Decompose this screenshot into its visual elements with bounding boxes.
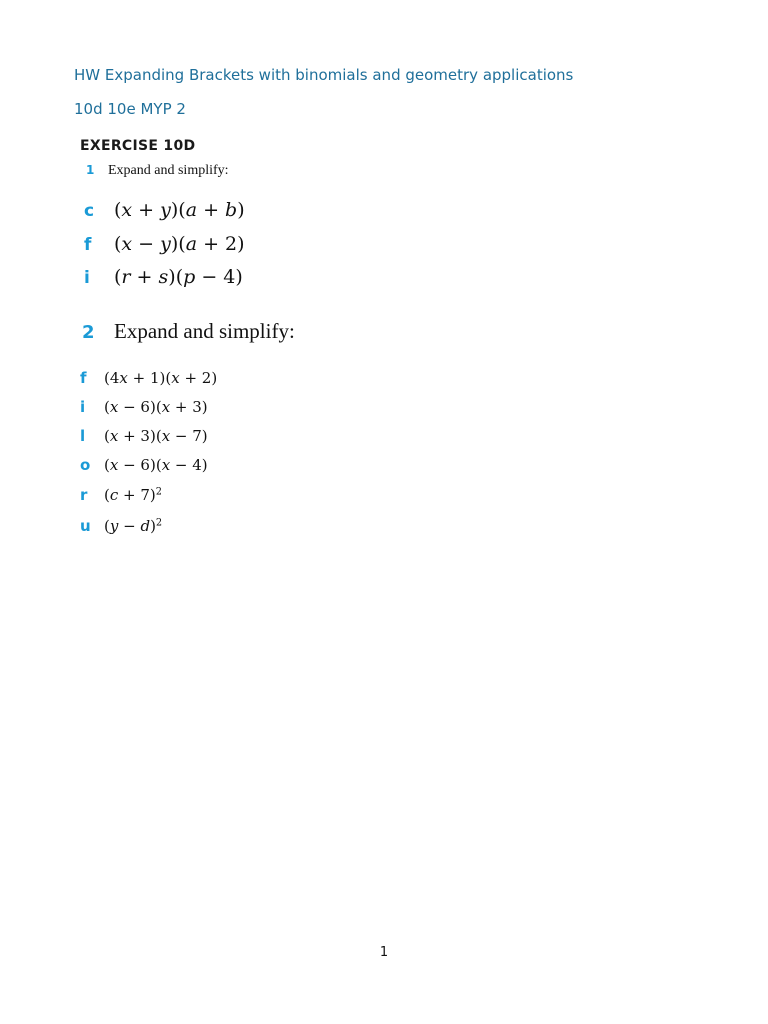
part-label: f <box>84 235 92 255</box>
page-number: 1 <box>379 945 389 960</box>
exercise-heading: EXERCISE 10D <box>80 138 196 154</box>
part-expression: (x − 6)(x − 4) <box>104 456 208 474</box>
question-2-part <box>80 369 217 387</box>
question-1 <box>86 163 229 179</box>
part-expression: (x − 6)(x + 3) <box>104 398 208 416</box>
question-2-part <box>80 427 208 445</box>
question-1-part <box>84 233 245 255</box>
question-1-number: 1 <box>86 163 95 177</box>
part-label: i <box>84 268 90 288</box>
question-2-number: 2 <box>82 322 95 343</box>
question-1-part <box>84 199 245 221</box>
document-subtitle: 10d 10e MYP 2 <box>74 100 186 118</box>
part-expression: $(y - d)^2$ <box>104 517 163 535</box>
question-2-part <box>80 456 208 474</box>
part-expression: (x − y)(a + 2) <box>114 233 245 255</box>
question-2-part <box>80 517 162 535</box>
question-2 <box>82 319 295 344</box>
part-label: i <box>80 398 86 416</box>
question-1-instruction: Expand and simplify: <box>108 163 229 178</box>
part-expression: (x + y)(a + b) <box>114 199 245 221</box>
part-label: r <box>80 486 88 504</box>
document-title: HW Expanding Brackets with binomials and geometry applications <box>74 66 574 84</box>
question-2-part <box>80 398 208 416</box>
part-expression: (r + s)(p − 4) <box>114 266 243 288</box>
question-1-part <box>84 266 243 288</box>
part-label: l <box>80 427 86 445</box>
part-label: u <box>80 517 91 535</box>
part-expression: $(c + 7)^2$ <box>104 486 162 504</box>
question-2-instruction: Expand and simplify: <box>114 319 295 343</box>
part-expression: (x + 3)(x − 7) <box>104 427 208 445</box>
part-label: f <box>80 369 87 387</box>
question-2-part <box>80 486 162 504</box>
part-label: c <box>84 201 95 221</box>
part-label: o <box>80 456 91 474</box>
part-expression: (4x + 1)(x + 2) <box>104 369 218 387</box>
